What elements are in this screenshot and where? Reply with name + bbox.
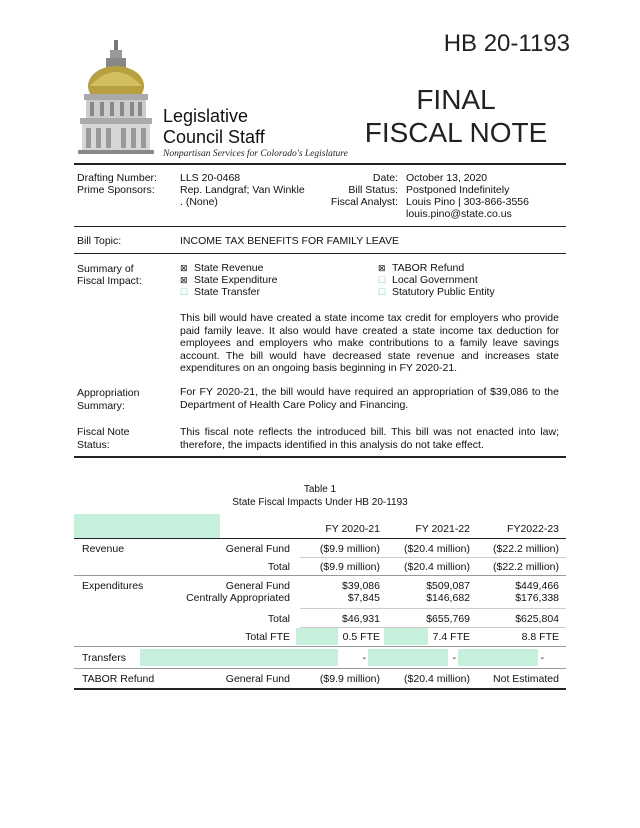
table-cell: $146,682 xyxy=(426,592,470,604)
analyst-value: Louis Pino | 303-866-3556 xyxy=(406,196,529,208)
table-cell: 8.8 FTE xyxy=(521,631,559,643)
check-state-transfer: ☐ State Transfer xyxy=(180,286,260,298)
checked-box-icon: ⊠ xyxy=(180,263,188,273)
unchecked-box-icon: ☐ xyxy=(180,287,189,297)
expenditures-label: Expenditures xyxy=(82,580,144,592)
fund-label: Total xyxy=(267,613,290,625)
fund-label: General Fund xyxy=(225,543,290,555)
table-cell: - xyxy=(540,652,544,664)
fund-label: Total xyxy=(267,561,290,573)
checked-box-icon: ⊠ xyxy=(378,263,386,273)
header-shade xyxy=(74,514,220,538)
status-label: Bill Status: xyxy=(348,184,398,196)
table-cell: $176,338 xyxy=(515,592,559,604)
table-cell: 0.5 FTE xyxy=(342,631,380,643)
section-end-divider xyxy=(74,456,566,458)
summary-paragraph: This bill would have created a state income tax credit for employers who provide paid family leave. It also would have created a state income tax deduction for employees and employers who make contributions to a family leave savings account. The bill would have decreased state revenue and increases state expenditures on an ongoing basis beginning in FY 2020-21. xyxy=(180,312,559,374)
final-title-line2: FISCAL NOTE xyxy=(364,117,548,148)
fund-label: General Fund xyxy=(225,673,290,685)
fund-label: General Fund xyxy=(225,580,290,592)
check-tabor-refund: ⊠ TABOR Refund xyxy=(378,262,465,274)
table-cell: $449,466 xyxy=(515,580,559,592)
table-cell: ($20.4 million) xyxy=(404,543,470,555)
sponsors-value: Rep. Landgraf; Van Winkle xyxy=(180,184,305,196)
sponsors-label: Prime Sponsors: xyxy=(77,184,155,196)
bill-topic-label: Bill Topic: xyxy=(77,235,122,247)
column-header: FY 2020-21 xyxy=(325,523,380,535)
table-cell: $39,086 xyxy=(342,580,380,592)
capitol-dome-logo xyxy=(76,38,156,158)
row-rule xyxy=(300,557,566,558)
header-divider xyxy=(74,163,566,165)
status-section-label-cont: Status: xyxy=(77,439,110,451)
status-section-label: Fiscal Note xyxy=(77,426,130,438)
table-subcaption: State Fiscal Impacts Under HB 20-1193 xyxy=(232,497,408,508)
bill-number: HB 20-1193 xyxy=(443,30,570,57)
row-rule xyxy=(300,608,566,609)
bill-topic-value: INCOME TAX BENEFITS FOR FAMILY LEAVE xyxy=(180,235,399,247)
check-local-government: ☐ Local Government xyxy=(378,274,478,286)
table-cell: $7,845 xyxy=(347,592,380,604)
org-name-line1: Legislative xyxy=(163,106,249,126)
table-cell: - xyxy=(362,652,366,664)
table-cell: ($9.9 million) xyxy=(319,561,380,573)
table-cell: $625,804 xyxy=(515,613,559,625)
table-cell: ($22.2 million) xyxy=(493,543,559,555)
column-header: FY 2021-22 xyxy=(415,523,470,535)
row-rule xyxy=(74,646,566,647)
appropriation-label: Appropriation xyxy=(77,387,140,399)
date-value: October 13, 2020 xyxy=(406,172,488,184)
table-cell: $46,931 xyxy=(342,613,380,625)
org-name-line2: Council Staff xyxy=(163,127,265,147)
fiscal-status-text: This fiscal note reflects the introduced bill. This bill was not enacted into law; therefore, the impacts identified in this analysis do not take effect. xyxy=(180,426,559,451)
table-cell: ($9.9 million) xyxy=(319,543,380,555)
revenue-label: Revenue xyxy=(82,543,125,555)
table-caption: Table 1 xyxy=(303,484,337,495)
date-label: Date: xyxy=(372,172,398,184)
unchecked-box-icon: ☐ xyxy=(378,275,387,285)
check-state-expenditure: ⊠ State Expenditure xyxy=(180,274,278,286)
table-cell: ($20.4 million) xyxy=(404,673,470,685)
table-cell: ($22.2 million) xyxy=(493,561,559,573)
check-statutory-public-entity: ☐ Statutory Public Entity xyxy=(378,286,495,298)
row-rule xyxy=(300,627,566,628)
table-cell: 7.4 FTE xyxy=(432,631,470,643)
analyst-email: louis.pino@state.co.us xyxy=(406,208,512,220)
fund-label: Total FTE xyxy=(245,631,290,643)
summary-label-cont: Fiscal Impact: xyxy=(77,275,142,287)
fund-label: Centrally Appropriated xyxy=(186,592,290,604)
appropriation-text: For FY 2020-21, the bill would have required an appropriation of $39,086 to the Department of Health Care Policy and Financing. xyxy=(180,386,559,411)
divider xyxy=(74,226,566,227)
org-tagline: Nonpartisan Services for Colorado's Legislature xyxy=(163,149,348,159)
table-cell: ($9.9 million) xyxy=(319,673,380,685)
drafting-value: LLS 20-0468 xyxy=(180,172,241,184)
divider xyxy=(74,253,566,254)
sponsors-value-cont: . (None) xyxy=(180,196,218,208)
table-cell: ($20.4 million) xyxy=(404,561,470,573)
table-header-rule xyxy=(74,538,566,539)
check-state-revenue: ⊠ State Revenue xyxy=(180,262,264,274)
tabor-label: TABOR Refund xyxy=(82,673,155,685)
column-header: FY2022-23 xyxy=(507,523,559,535)
drafting-label: Drafting Number: xyxy=(77,172,157,184)
table-cell: Not Estimated xyxy=(493,673,559,685)
checked-box-icon: ⊠ xyxy=(180,275,188,285)
analyst-label: Fiscal Analyst: xyxy=(330,196,398,208)
row-rule xyxy=(74,575,566,576)
table-cell: $509,087 xyxy=(426,580,470,592)
transfers-label: Transfers xyxy=(82,652,126,664)
table-cell: - xyxy=(452,652,456,664)
table-bottom-rule xyxy=(74,688,566,690)
summary-label: Summary of xyxy=(77,263,134,275)
table-cell: $655,769 xyxy=(426,613,470,625)
final-title-line1: FINAL xyxy=(416,84,496,115)
unchecked-box-icon: ☐ xyxy=(378,287,387,297)
row-rule xyxy=(74,668,566,669)
status-value: Postponed Indefinitely xyxy=(406,184,510,196)
appropriation-label-cont: Summary: xyxy=(77,400,125,412)
